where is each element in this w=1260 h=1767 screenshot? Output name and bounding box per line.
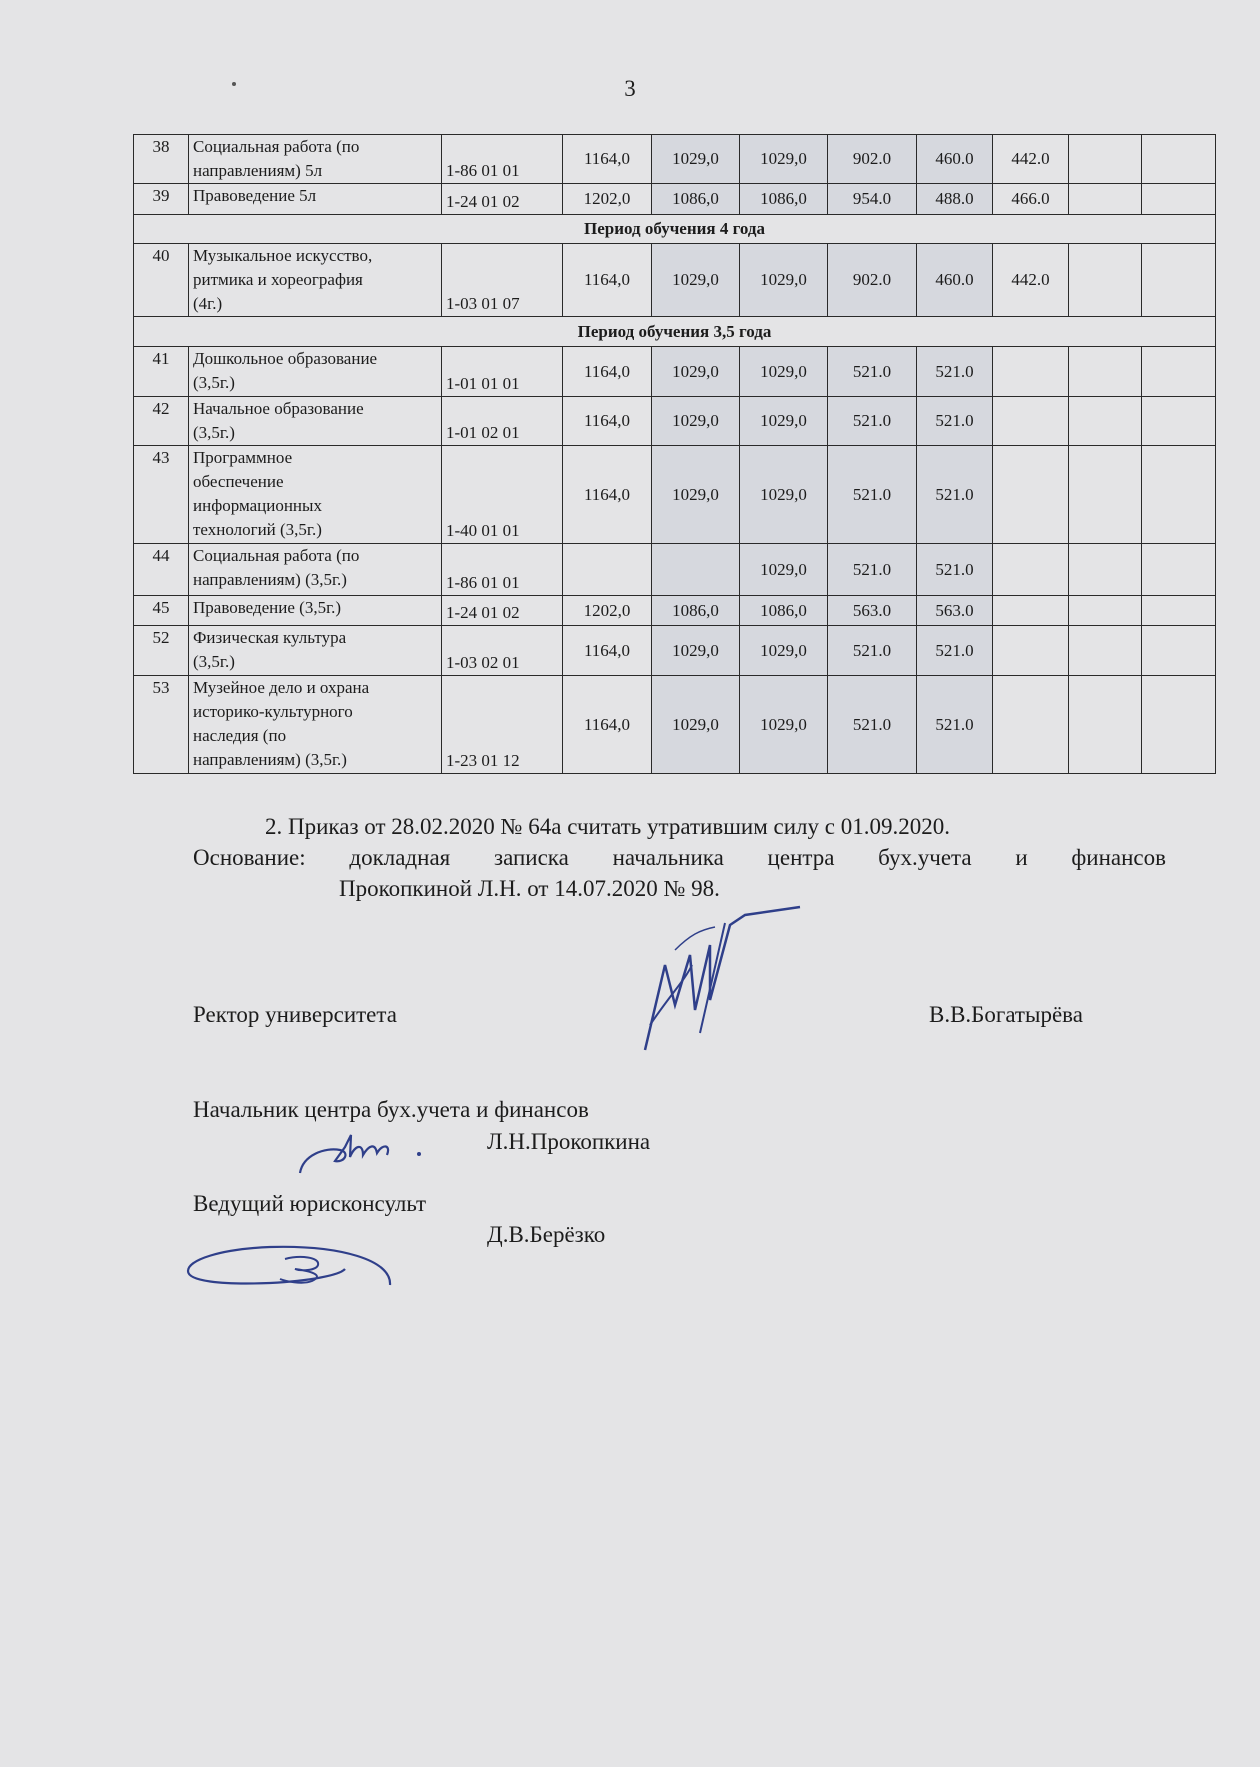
value-cell bbox=[1142, 347, 1216, 397]
specialty-name bbox=[189, 184, 442, 215]
specialty-name-line: направлениям) 5л bbox=[193, 161, 323, 180]
chief-name: Л.Н.Прокопкина bbox=[487, 1129, 651, 1154]
basis-line-2: Прокопкиной Л.Н. от 14.07.2020 № 98. bbox=[339, 876, 720, 901]
row-number: 44 bbox=[134, 544, 189, 596]
specialty-name bbox=[189, 135, 442, 184]
specialty-name-line: направлениям) (3,5г.) bbox=[193, 570, 347, 589]
specialty-name-line: (3,5г.) bbox=[193, 423, 235, 442]
specialty-name-line: Правоведение (3,5г.) bbox=[193, 598, 342, 617]
value-cell: 1029,0 bbox=[740, 446, 828, 544]
value-cell bbox=[1142, 626, 1216, 676]
value-cell bbox=[1069, 347, 1142, 397]
row-number: 43 bbox=[134, 446, 189, 544]
value-cell: 521.0 bbox=[917, 397, 993, 446]
value-cell: 1164,0 bbox=[563, 446, 652, 544]
value-cell: 1029,0 bbox=[652, 446, 740, 544]
value-cell bbox=[652, 544, 740, 596]
value-cell bbox=[1069, 446, 1142, 544]
table-row bbox=[134, 626, 1216, 676]
specialty-name-line: Правоведение 5л bbox=[193, 186, 317, 205]
value-cell bbox=[1069, 397, 1142, 446]
table-row bbox=[134, 544, 1216, 596]
value-cell bbox=[1069, 626, 1142, 676]
row-number: 38 bbox=[134, 135, 189, 184]
value-cell bbox=[993, 347, 1069, 397]
specialty-name-line: ритмика и хореография bbox=[193, 270, 363, 289]
specialty-code: 1-23 01 12 bbox=[442, 676, 563, 774]
value-cell: 1029,0 bbox=[652, 135, 740, 184]
value-cell: 521.0 bbox=[917, 446, 993, 544]
specialty-code: 1-86 01 01 bbox=[442, 544, 563, 596]
value-cell: 521.0 bbox=[828, 544, 917, 596]
value-cell: 1164,0 bbox=[563, 626, 652, 676]
specialty-name-line: Дошкольное образование bbox=[193, 349, 378, 368]
value-cell: 902.0 bbox=[828, 244, 917, 317]
value-cell: 563.0 bbox=[828, 596, 917, 626]
row-number: 45 bbox=[134, 596, 189, 626]
lawyer-title: Ведущий юрисконсульт bbox=[193, 1191, 427, 1216]
value-cell bbox=[1142, 184, 1216, 215]
order-item-2: 2. Приказ от 28.02.2020 № 64а считать утратившим силу с 01.09.2020. bbox=[265, 814, 950, 839]
value-cell: 1029,0 bbox=[740, 397, 828, 446]
specialty-name bbox=[189, 397, 442, 446]
table-row bbox=[134, 397, 1216, 446]
value-cell bbox=[993, 676, 1069, 774]
specialty-code: 1-40 01 01 bbox=[442, 446, 563, 544]
value-cell: 1164,0 bbox=[563, 676, 652, 774]
specialty-name bbox=[189, 347, 442, 397]
row-number: 53 bbox=[134, 676, 189, 774]
table-row bbox=[134, 676, 1216, 774]
value-cell: 521.0 bbox=[917, 676, 993, 774]
value-cell: 1086,0 bbox=[740, 596, 828, 626]
basis-line-1: Основание: докладная записка начальника центра бух.учета и финансов bbox=[193, 845, 1166, 870]
value-cell: 1029,0 bbox=[740, 135, 828, 184]
value-cell: 1029,0 bbox=[740, 676, 828, 774]
value-cell: 488.0 bbox=[917, 184, 993, 215]
value-cell: 521.0 bbox=[917, 626, 993, 676]
value-cell bbox=[1142, 544, 1216, 596]
value-cell bbox=[1142, 135, 1216, 184]
value-cell: 1029,0 bbox=[740, 347, 828, 397]
value-cell: 1029,0 bbox=[652, 244, 740, 317]
value-cell bbox=[1069, 676, 1142, 774]
lawyer-name: Д.В.Берёзко bbox=[487, 1222, 606, 1247]
value-cell: 1202,0 bbox=[563, 184, 652, 215]
value-cell bbox=[1142, 244, 1216, 317]
specialty-name-line: обеспечение bbox=[193, 472, 284, 491]
specialty-name-line: историко-культурного bbox=[193, 702, 353, 721]
value-cell: 563.0 bbox=[917, 596, 993, 626]
section-row bbox=[134, 317, 1216, 347]
specialty-name-line: Социальная работа (по bbox=[193, 546, 360, 565]
value-cell bbox=[993, 397, 1069, 446]
value-cell bbox=[1142, 676, 1216, 774]
value-cell: 954.0 bbox=[828, 184, 917, 215]
value-cell: 1029,0 bbox=[740, 626, 828, 676]
specialty-code: 1-24 01 02 bbox=[442, 596, 563, 626]
value-cell bbox=[993, 626, 1069, 676]
value-cell bbox=[1142, 596, 1216, 626]
value-cell: 1086,0 bbox=[652, 184, 740, 215]
value-cell bbox=[1142, 446, 1216, 544]
value-cell: 521.0 bbox=[828, 347, 917, 397]
value-cell: 1164,0 bbox=[563, 244, 652, 317]
specialty-code: 1-03 01 07 bbox=[442, 244, 563, 317]
specialty-name-line: информационных bbox=[193, 496, 322, 515]
value-cell: 1029,0 bbox=[652, 347, 740, 397]
specialty-name-line: технологий (3,5г.) bbox=[193, 520, 322, 539]
value-cell: 442.0 bbox=[993, 135, 1069, 184]
section-title: Период обучения 4 года bbox=[134, 215, 1216, 244]
value-cell: 521.0 bbox=[828, 676, 917, 774]
specialty-name-line: Музейное дело и охрана bbox=[193, 678, 370, 697]
specialty-name-line: Физическая культура bbox=[193, 628, 347, 647]
value-cell: 1029,0 bbox=[740, 544, 828, 596]
rector-title: Ректор университета bbox=[193, 1002, 397, 1027]
specialty-name bbox=[189, 626, 442, 676]
value-cell: 1164,0 bbox=[563, 347, 652, 397]
specialty-name-line: наследия (по bbox=[193, 726, 287, 745]
value-cell: 460.0 bbox=[917, 244, 993, 317]
specialty-name bbox=[189, 676, 442, 774]
value-cell bbox=[993, 596, 1069, 626]
specialty-name-line: Программное bbox=[193, 448, 293, 467]
value-cell: 902.0 bbox=[828, 135, 917, 184]
value-cell: 521.0 bbox=[828, 397, 917, 446]
specialty-code: 1-24 01 02 bbox=[442, 184, 563, 215]
value-cell: 1164,0 bbox=[563, 397, 652, 446]
value-cell: 1029,0 bbox=[652, 676, 740, 774]
rector-name: В.В.Богатырёва bbox=[929, 1002, 1083, 1027]
table-row bbox=[134, 347, 1216, 397]
row-number: 41 bbox=[134, 347, 189, 397]
value-cell: 460.0 bbox=[917, 135, 993, 184]
value-cell: 1029,0 bbox=[740, 244, 828, 317]
value-cell: 442.0 bbox=[993, 244, 1069, 317]
specialty-name-line: (3,5г.) bbox=[193, 652, 235, 671]
row-number: 52 bbox=[134, 626, 189, 676]
value-cell: 1086,0 bbox=[652, 596, 740, 626]
row-number: 40 bbox=[134, 244, 189, 317]
value-cell bbox=[1069, 184, 1142, 215]
value-cell: 1202,0 bbox=[563, 596, 652, 626]
section-title: Период обучения 3,5 года bbox=[134, 317, 1216, 347]
section-row bbox=[134, 215, 1216, 244]
page-number: 3 bbox=[624, 76, 636, 101]
table-row bbox=[134, 596, 1216, 626]
value-cell: 1086,0 bbox=[740, 184, 828, 215]
rector-signature bbox=[630, 905, 805, 1070]
value-cell bbox=[563, 544, 652, 596]
value-cell bbox=[993, 544, 1069, 596]
specialty-name-line: Социальная работа (по bbox=[193, 137, 360, 156]
specialty-name-line: Начальное образование bbox=[193, 399, 364, 418]
chief-title: Начальник центра бух.учета и финансов bbox=[193, 1097, 589, 1122]
value-cell: 466.0 bbox=[993, 184, 1069, 215]
specialty-name-line: (3,5г.) bbox=[193, 373, 235, 392]
value-cell bbox=[1069, 596, 1142, 626]
specialty-name bbox=[189, 596, 442, 626]
chief-signature bbox=[295, 1125, 430, 1180]
table-row bbox=[134, 446, 1216, 544]
table-row bbox=[134, 244, 1216, 317]
specialty-name bbox=[189, 244, 442, 317]
value-cell bbox=[1069, 244, 1142, 317]
table-row bbox=[134, 135, 1216, 184]
lawyer-signature bbox=[180, 1235, 420, 1295]
specialty-name-line: направлениям) (3,5г.) bbox=[193, 750, 347, 769]
specialty-code: 1-01 01 01 bbox=[442, 347, 563, 397]
specialty-code: 1-03 02 01 bbox=[442, 626, 563, 676]
specialty-name-line: (4г.) bbox=[193, 294, 223, 313]
value-cell: 1029,0 bbox=[652, 397, 740, 446]
value-cell bbox=[1069, 544, 1142, 596]
value-cell bbox=[1142, 397, 1216, 446]
value-cell: 1029,0 bbox=[652, 626, 740, 676]
table-row bbox=[134, 184, 1216, 215]
value-cell: 521.0 bbox=[828, 446, 917, 544]
specialty-code: 1-86 01 01 bbox=[442, 135, 563, 184]
tuition-table bbox=[133, 134, 1216, 774]
row-number: 39 bbox=[134, 184, 189, 215]
specialty-name bbox=[189, 544, 442, 596]
value-cell bbox=[993, 446, 1069, 544]
value-cell: 521.0 bbox=[828, 626, 917, 676]
value-cell: 521.0 bbox=[917, 347, 993, 397]
specialty-name bbox=[189, 446, 442, 544]
specialty-code: 1-01 02 01 bbox=[442, 397, 563, 446]
row-number: 42 bbox=[134, 397, 189, 446]
value-cell: 1164,0 bbox=[563, 135, 652, 184]
specialty-name-line: Музыкальное искусство, bbox=[193, 246, 373, 265]
value-cell: 521.0 bbox=[917, 544, 993, 596]
value-cell bbox=[1069, 135, 1142, 184]
